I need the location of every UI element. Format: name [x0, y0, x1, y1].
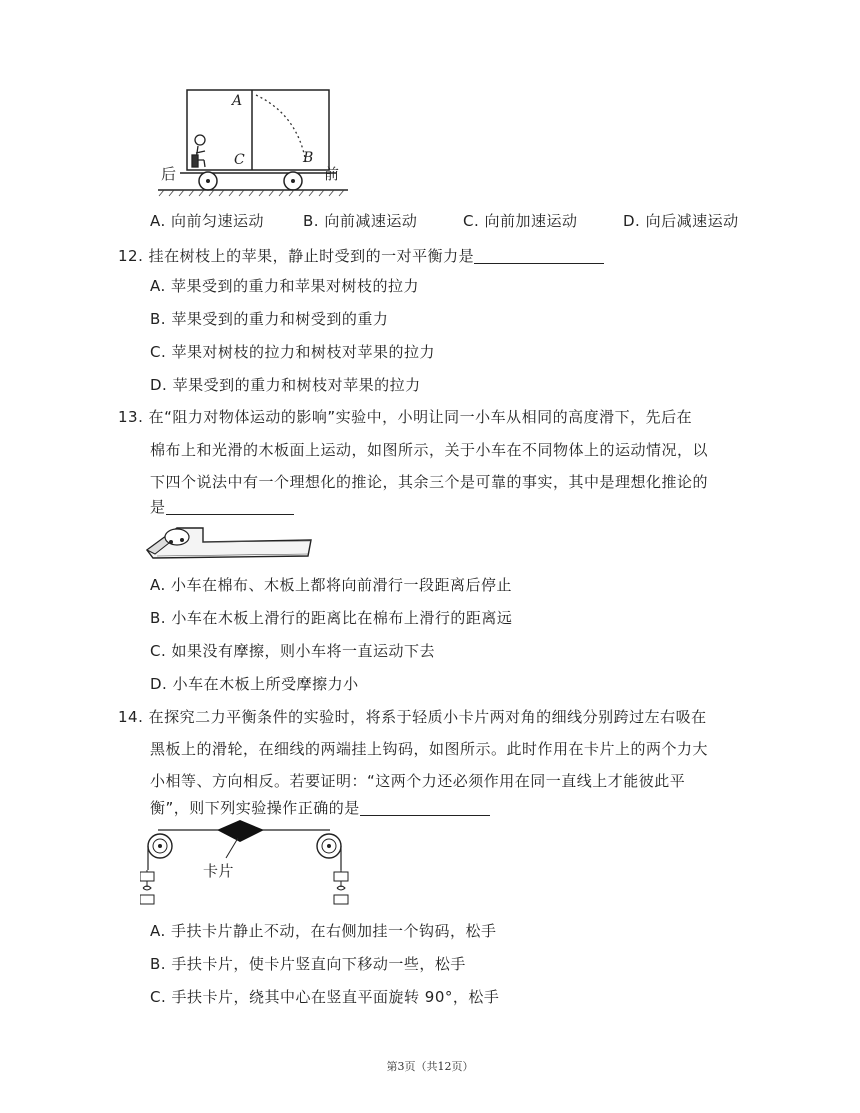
label-back: 后 — [161, 165, 177, 183]
q12-option-b[interactable]: B. 苹果受到的重力和树受到的重力 — [150, 310, 389, 328]
fall-trajectory — [256, 95, 306, 163]
page-footer: 第3页（共12页） — [386, 1060, 474, 1073]
left-pulley — [148, 834, 172, 858]
label-a: A — [232, 93, 243, 109]
q14-option-b[interactable]: B. 手扶卡片，使卡片竖直向下移动一些，松手 — [150, 955, 466, 973]
q12-answer-blank[interactable] — [474, 247, 604, 264]
q13-option-c[interactable]: C. 如果没有摩擦，则小车将一直运动下去 — [150, 642, 436, 660]
q14-stem-text: 衡”，则下列实验操作正确的是 — [150, 799, 360, 817]
q11-options — [150, 211, 739, 231]
label-b: B — [303, 150, 314, 166]
q13-stem-text: 是 — [150, 498, 166, 516]
ramp-figure — [143, 520, 313, 562]
q12-option-d[interactable]: D. 苹果受到的重力和树枝对苹果的拉力 — [150, 376, 421, 394]
q12-stem — [118, 246, 604, 266]
q13-stem-line3: 下四个说法中有一个理想化的推论，其余三个是可靠的事实，其中是理想化推论的 — [150, 473, 709, 491]
q14-stem-line4 — [150, 798, 490, 818]
q12-stem-text: 12. 挂在树枝上的苹果，静止时受到的一对平衡力是 — [118, 247, 475, 265]
q11-option-c[interactable]: C. 向前加速运动 — [463, 212, 578, 230]
cart-figure — [158, 85, 348, 197]
card-pointer — [226, 838, 238, 858]
q14-stem-line2: 黑板上的滑轮，在细线的两端挂上钩码，如图所示。此时作用在卡片上的两个力大 — [150, 740, 709, 758]
q13-stem-line4 — [150, 497, 294, 517]
label-front: 前 — [324, 165, 340, 183]
q13-answer-blank[interactable] — [166, 498, 294, 515]
q13-option-d[interactable]: D. 小车在木板上所受摩擦力小 — [150, 675, 359, 693]
label-c: C — [234, 152, 245, 168]
q13-option-a[interactable]: A. 小车在棉布、木板上都将向前滑行一段距离后停止 — [150, 576, 513, 594]
q11-option-a[interactable]: A. 向前匀速运动 — [150, 212, 265, 230]
q14-answer-blank[interactable] — [360, 799, 490, 816]
q13-option-b[interactable]: B. 小车在木板上滑行的距离比在棉布上滑行的距离远 — [150, 609, 513, 627]
pulley-figure — [140, 818, 360, 913]
q12-option-a[interactable]: A. 苹果受到的重力和苹果对树枝的拉力 — [150, 277, 420, 295]
q12-option-c[interactable]: C. 苹果对树枝的拉力和树枝对苹果的拉力 — [150, 343, 436, 361]
card-shape — [217, 820, 264, 842]
left-weights — [140, 870, 154, 904]
q14-stem-line1: 14. 在探究二力平衡条件的实验时，将系于轻质小卡片两对角的细线分别跨过左右吸在 — [118, 708, 707, 726]
card-label: 卡片 — [203, 862, 235, 880]
q11-option-b[interactable]: B. 向前减速运动 — [303, 212, 418, 230]
q14-option-a[interactable]: A. 手扶卡片静止不动，在右侧加挂一个钩码，松手 — [150, 922, 497, 940]
q13-stem-line2: 棉布上和光滑的木板面上运动，如图所示，关于小车在不同物体上的运动情况，以 — [150, 441, 709, 459]
right-pulley — [317, 834, 341, 858]
cart-icon — [165, 529, 189, 545]
right-weights — [334, 870, 348, 904]
wheel-left — [199, 172, 217, 190]
q14-stem-line3: 小相等、方向相反。若要证明：“这两个力还必须作用在同一直线上才能彼此平 — [150, 772, 686, 790]
wheel-right — [284, 172, 302, 190]
q13-stem-line1: 13. 在“阻力对物体运动的影响”实验中，小明让同一小车从相同的高度滑下，先后在 — [118, 408, 693, 426]
q11-option-d[interactable]: D. 向后减速运动 — [623, 212, 739, 230]
q14-option-c[interactable]: C. 手扶卡片，绕其中心在竖直平面旋转 90°，松手 — [150, 988, 500, 1006]
person-icon — [192, 135, 205, 167]
